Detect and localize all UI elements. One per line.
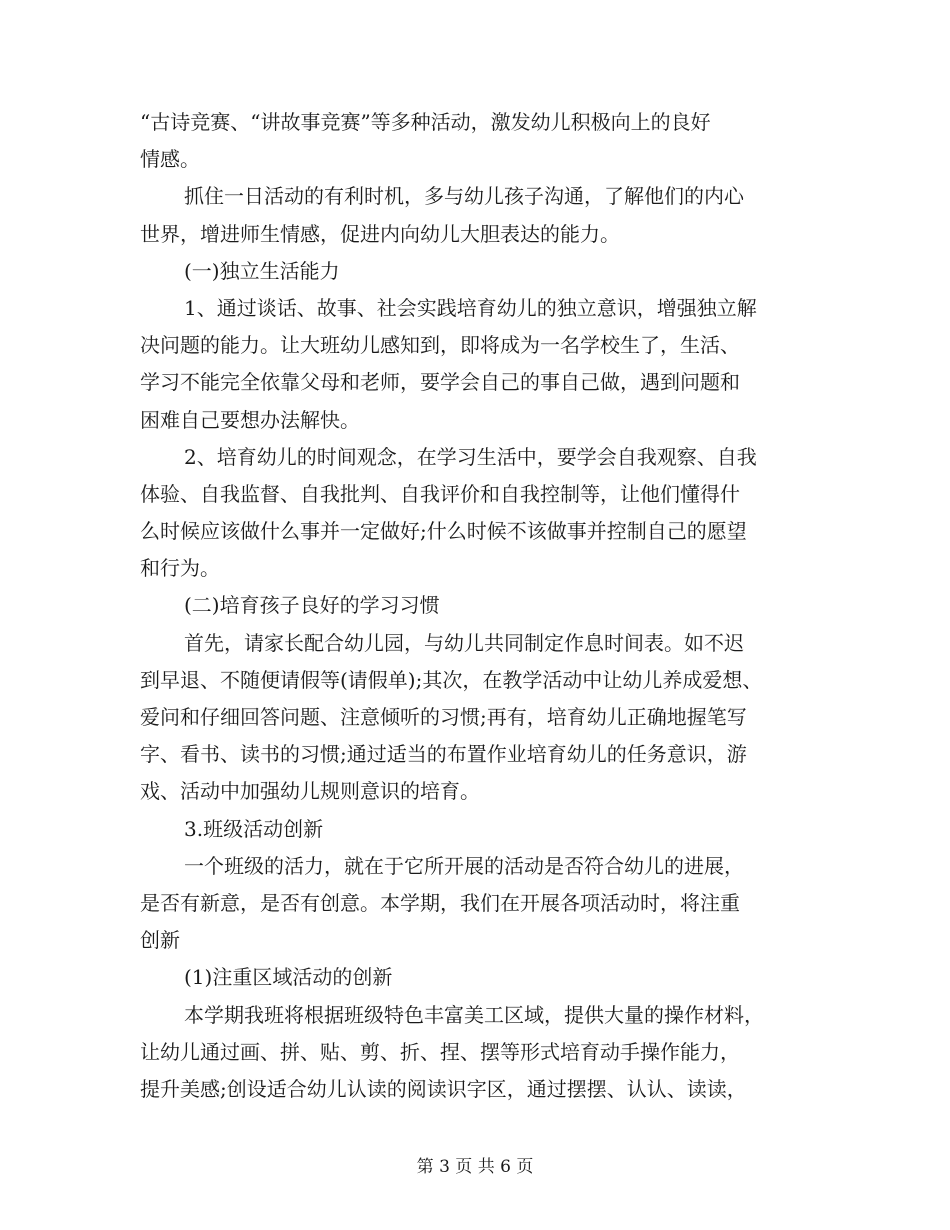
text-line: 和行为。 <box>140 556 220 581</box>
text-line: 到早退、不随便请假等(请假单);其次，在教学活动中让幼儿养成爱想、 <box>140 667 763 692</box>
paragraph-start: 一个班级的活力，就在于它所开展的活动是否符合幼儿的进展， <box>184 853 744 878</box>
section-heading: (二)培育孩子良好的学习习惯 <box>184 593 440 618</box>
text-line: “古诗竞赛、“讲故事竞赛”等多种活动，激发幼儿积极向上的良好 <box>140 110 711 134</box>
text-line: 世界，增进师生情感，促进内向幼儿大胆表达的能力。 <box>140 221 620 246</box>
section-heading: 3.班级活动创新 <box>184 816 324 841</box>
text-line: 戏、活动中加强幼儿规则意识的培育。 <box>140 779 480 804</box>
text-line: 提升美感;创设适合幼儿认读的阅读识字区，通过摆摆、认认、读读， <box>140 1076 747 1101</box>
text-line: 字、看书、读书的习惯;通过适当的布置作业培育幼儿的任务意识，游 <box>140 742 747 767</box>
text-line: 决问题的能力。让大班幼儿感知到，即将成为一名学校生了，生活、 <box>140 333 740 358</box>
body-text <box>140 104 820 1108</box>
text-line: 学习不能完全依靠父母和老师，要学会自己的事自己做，遇到问题和 <box>140 370 740 395</box>
text-line: 情感。 <box>140 147 200 172</box>
text-line: 么时候应该做什么事并一定做好;什么时候不该做事并控制自己的愿望 <box>140 519 747 544</box>
text-line: 创新 <box>140 928 180 953</box>
paragraph-start: 本学期我班将根据班级特色丰富美工区域，提供大量的操作材料， <box>184 1002 764 1027</box>
text-line: 困难自己要想办法解快。 <box>140 407 360 432</box>
paragraph-start: 首先，请家长配合幼儿园，与幼儿共同制定作息时间表。如不迟 <box>184 630 744 655</box>
section-heading: (1)注重区域活动的创新 <box>184 965 393 990</box>
paragraph-start: 1、通过谈话、故事、社会实践培育幼儿的独立意识，增强独立解 <box>184 295 757 320</box>
paragraph-start: 2、培育幼儿的时间观念，在学习生活中，要学会自我观察、自我 <box>184 444 757 469</box>
text-line: 爱问和仔细回答问题、注意倾听的习惯;再有，培育幼儿正确地握笔写 <box>140 705 747 729</box>
section-heading: (一)独立生活能力 <box>184 258 340 283</box>
text-line: 是否有新意，是否有创意。本学期，我们在开展各项活动时，将注重 <box>140 890 740 915</box>
text-line: 体验、自我监督、自我批判、自我评价和自我控制等，让他们懂得什 <box>140 481 740 506</box>
paragraph-start: 抓住一日活动的有利时机，多与幼儿孩子沟通，了解他们的内心 <box>184 184 744 209</box>
text-line: 让幼儿通过画、拼、贴、剪、折、捏、摆等形式培育动手操作能力， <box>140 1039 740 1064</box>
page-number-footer: 第 3 页 共 6 页 <box>416 1157 534 1177</box>
